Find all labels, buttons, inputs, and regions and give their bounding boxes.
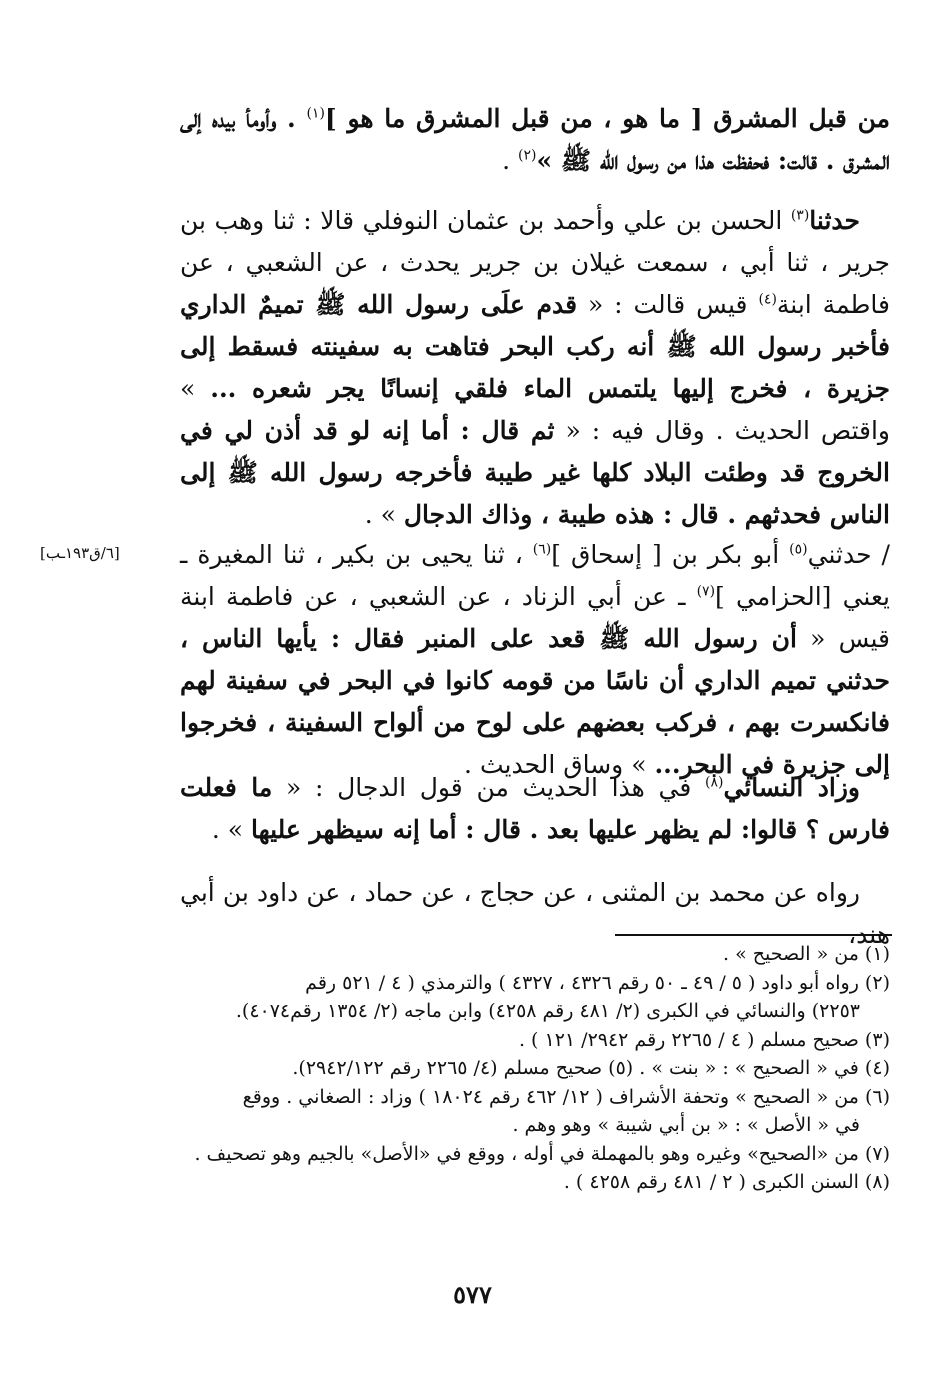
hadith-text: . وأومأ بيده إلى المشرق . قالت: فحفظت هذا من رسول الله ﷺ » <box>180 104 890 175</box>
punctuation: » . <box>364 500 404 529</box>
isnad-text: / حدثني <box>807 540 890 569</box>
footnote-2-cont: ٢٢٥٣) والنسائي في الكبرى (٢/ ٤٨١ رقم ٤٢٥٨) وابن ماجه (٢/ ١٣٥٤ رقم٤٠٧٤). <box>235 1000 860 1022</box>
paragraph-1 <box>180 98 890 182</box>
isnad-text: الحسن بن علي وأحمد بن عثمان النوفلي قالا : ثنا وهب بن جرير ، ثنا أبي ، سمعت غيلان بن جرير يحدث ، عن الشعبي ، عن فاطمة ابنة <box>180 206 890 319</box>
narration-text: في هذا الحديث من قول الدجال : « <box>272 773 706 802</box>
manuscript-folio-ref: [٦/ق١٩٣ـب] <box>40 544 120 562</box>
narration-text: » وساق الحديث . <box>464 750 655 779</box>
footnote-ref[interactable]: (١) <box>306 105 325 122</box>
footnote-ref[interactable]: (٥) <box>789 541 808 558</box>
footnote-6-cont: في « الأصل » : « بن أبي شيبة » وهو وهم . <box>512 1114 860 1136</box>
footnote-1: (١) من « الصحيح » . <box>723 943 890 965</box>
isnad-text: ، ثنا يحيى بن بكير ، ثنا المغيرة ـ يعني [الحزامي ] <box>180 540 890 611</box>
punctuation: » . <box>211 815 251 844</box>
footnote-ref[interactable]: (٧) <box>696 583 716 600</box>
footnote-divider <box>615 934 892 936</box>
isnad-start: حدثنا <box>809 206 860 235</box>
hadith-text: ثم قال : أما إنه لو قد أذن لي في الخروج قد وطئت البلاد كلها غير طيبة فأخرجه رسول الله ﷺ إلى الناس فحدثهم . قال : هذه طيبة ، وذاك الدجال <box>180 416 890 529</box>
footnote-ref[interactable]: (٨) <box>705 774 724 791</box>
footnote-ref[interactable]: (٤) <box>758 291 777 308</box>
isnad-text: ـ عن أبي الزناد ، عن الشعبي ، عن فاطمة ابنة قيس « <box>180 582 890 653</box>
isnad-text: رواه عن محمد بن المثنى ، عن حجاج ، عن حماد ، عن داود بن أبي هند، <box>180 878 890 949</box>
page-number: ٥٧٧ <box>453 1280 492 1309</box>
footnote-8: (٨) السنن الكبرى ( ٢ / ٤٨١ رقم ٤٢٥٨ ) . <box>563 1171 890 1193</box>
footnote-ref[interactable]: (٦) <box>532 541 552 558</box>
narration-text: » واقتص الحديث . وقال فيه : « <box>180 374 891 445</box>
footnotes <box>180 940 890 1197</box>
paragraph-2 <box>180 200 890 536</box>
hadith-text: من قبل المشرق [ ما هو ، من قبل المشرق ما هو ] <box>324 104 890 133</box>
paragraph-3 <box>180 534 890 786</box>
footnote-3: (٣) صحيح مسلم ( ٤ / ٢٢٦٥ رقم ٢٩٤٢/ ١٢١ ) . <box>518 1028 890 1051</box>
addition-intro: وزاد النسائي <box>723 773 860 802</box>
isnad-text: قيس قالت : « <box>577 290 759 319</box>
hadith-text: ما فعلت فارس ؟ قالوا: لم يظهر عليها بعد . قال : أما إنه سيظهر عليها <box>180 773 890 844</box>
footnote-2: (٢) رواه أبو داود ( ٥ / ٤٩ ـ ٥٠ رقم ٤٣٢٦ ، ٤٣٢٧ ) والترمذي ( ٤ / ٥٢١ رقم <box>305 971 890 994</box>
hadith-text: قدم علَى رسول الله ﷺ تميمٌ الداري فأخبر رسول الله ﷺ أنه ركب البحر فتاهت به سفينته فسقط إلى جزيرة ، فخرج إليها يلتمس الماء فلقي إنسانًا يجر شعره ... <box>180 290 890 403</box>
footnote-4-5: (٤) في « الصحيح » : « بنت » . (٥) صحيح مسلم (٤/ ٢٢٦٥ رقم ٢٩٤٢/١٢٢). <box>292 1057 890 1079</box>
paragraph-4 <box>180 767 890 851</box>
punctuation: . <box>502 146 519 175</box>
footnote-ref[interactable]: (٢) <box>518 147 537 164</box>
footnote-6: (٦) من « الصحيح » وتحفة الأشراف ( ١٢/ ٤٦٢ رقم ١٨٠٢٤ ) وزاد : الصغاني . ووقع <box>242 1085 890 1108</box>
hadith-text: أن رسول الله ﷺ قعد على المنبر فقال : يأيها الناس ، حدثني تميم الداري أن ناسًا من قومه كانوا في البحر في سفينة لهم فانكسرت بهم ، فركب بعضهم على لوح من ألواح السفينة ، فخرجوا إلى جزيرة في البحر... <box>180 624 890 779</box>
isnad-text: أبو بكر بن [ إسحاق ] <box>551 540 790 569</box>
footnote-ref[interactable]: (٣) <box>790 207 810 224</box>
footnote-7: (٧) من «الصحيح» وغيره وهو بالمهملة في أوله ، ووقع في «الأصل» بالجيم وهو تصحيف . <box>194 1142 890 1165</box>
